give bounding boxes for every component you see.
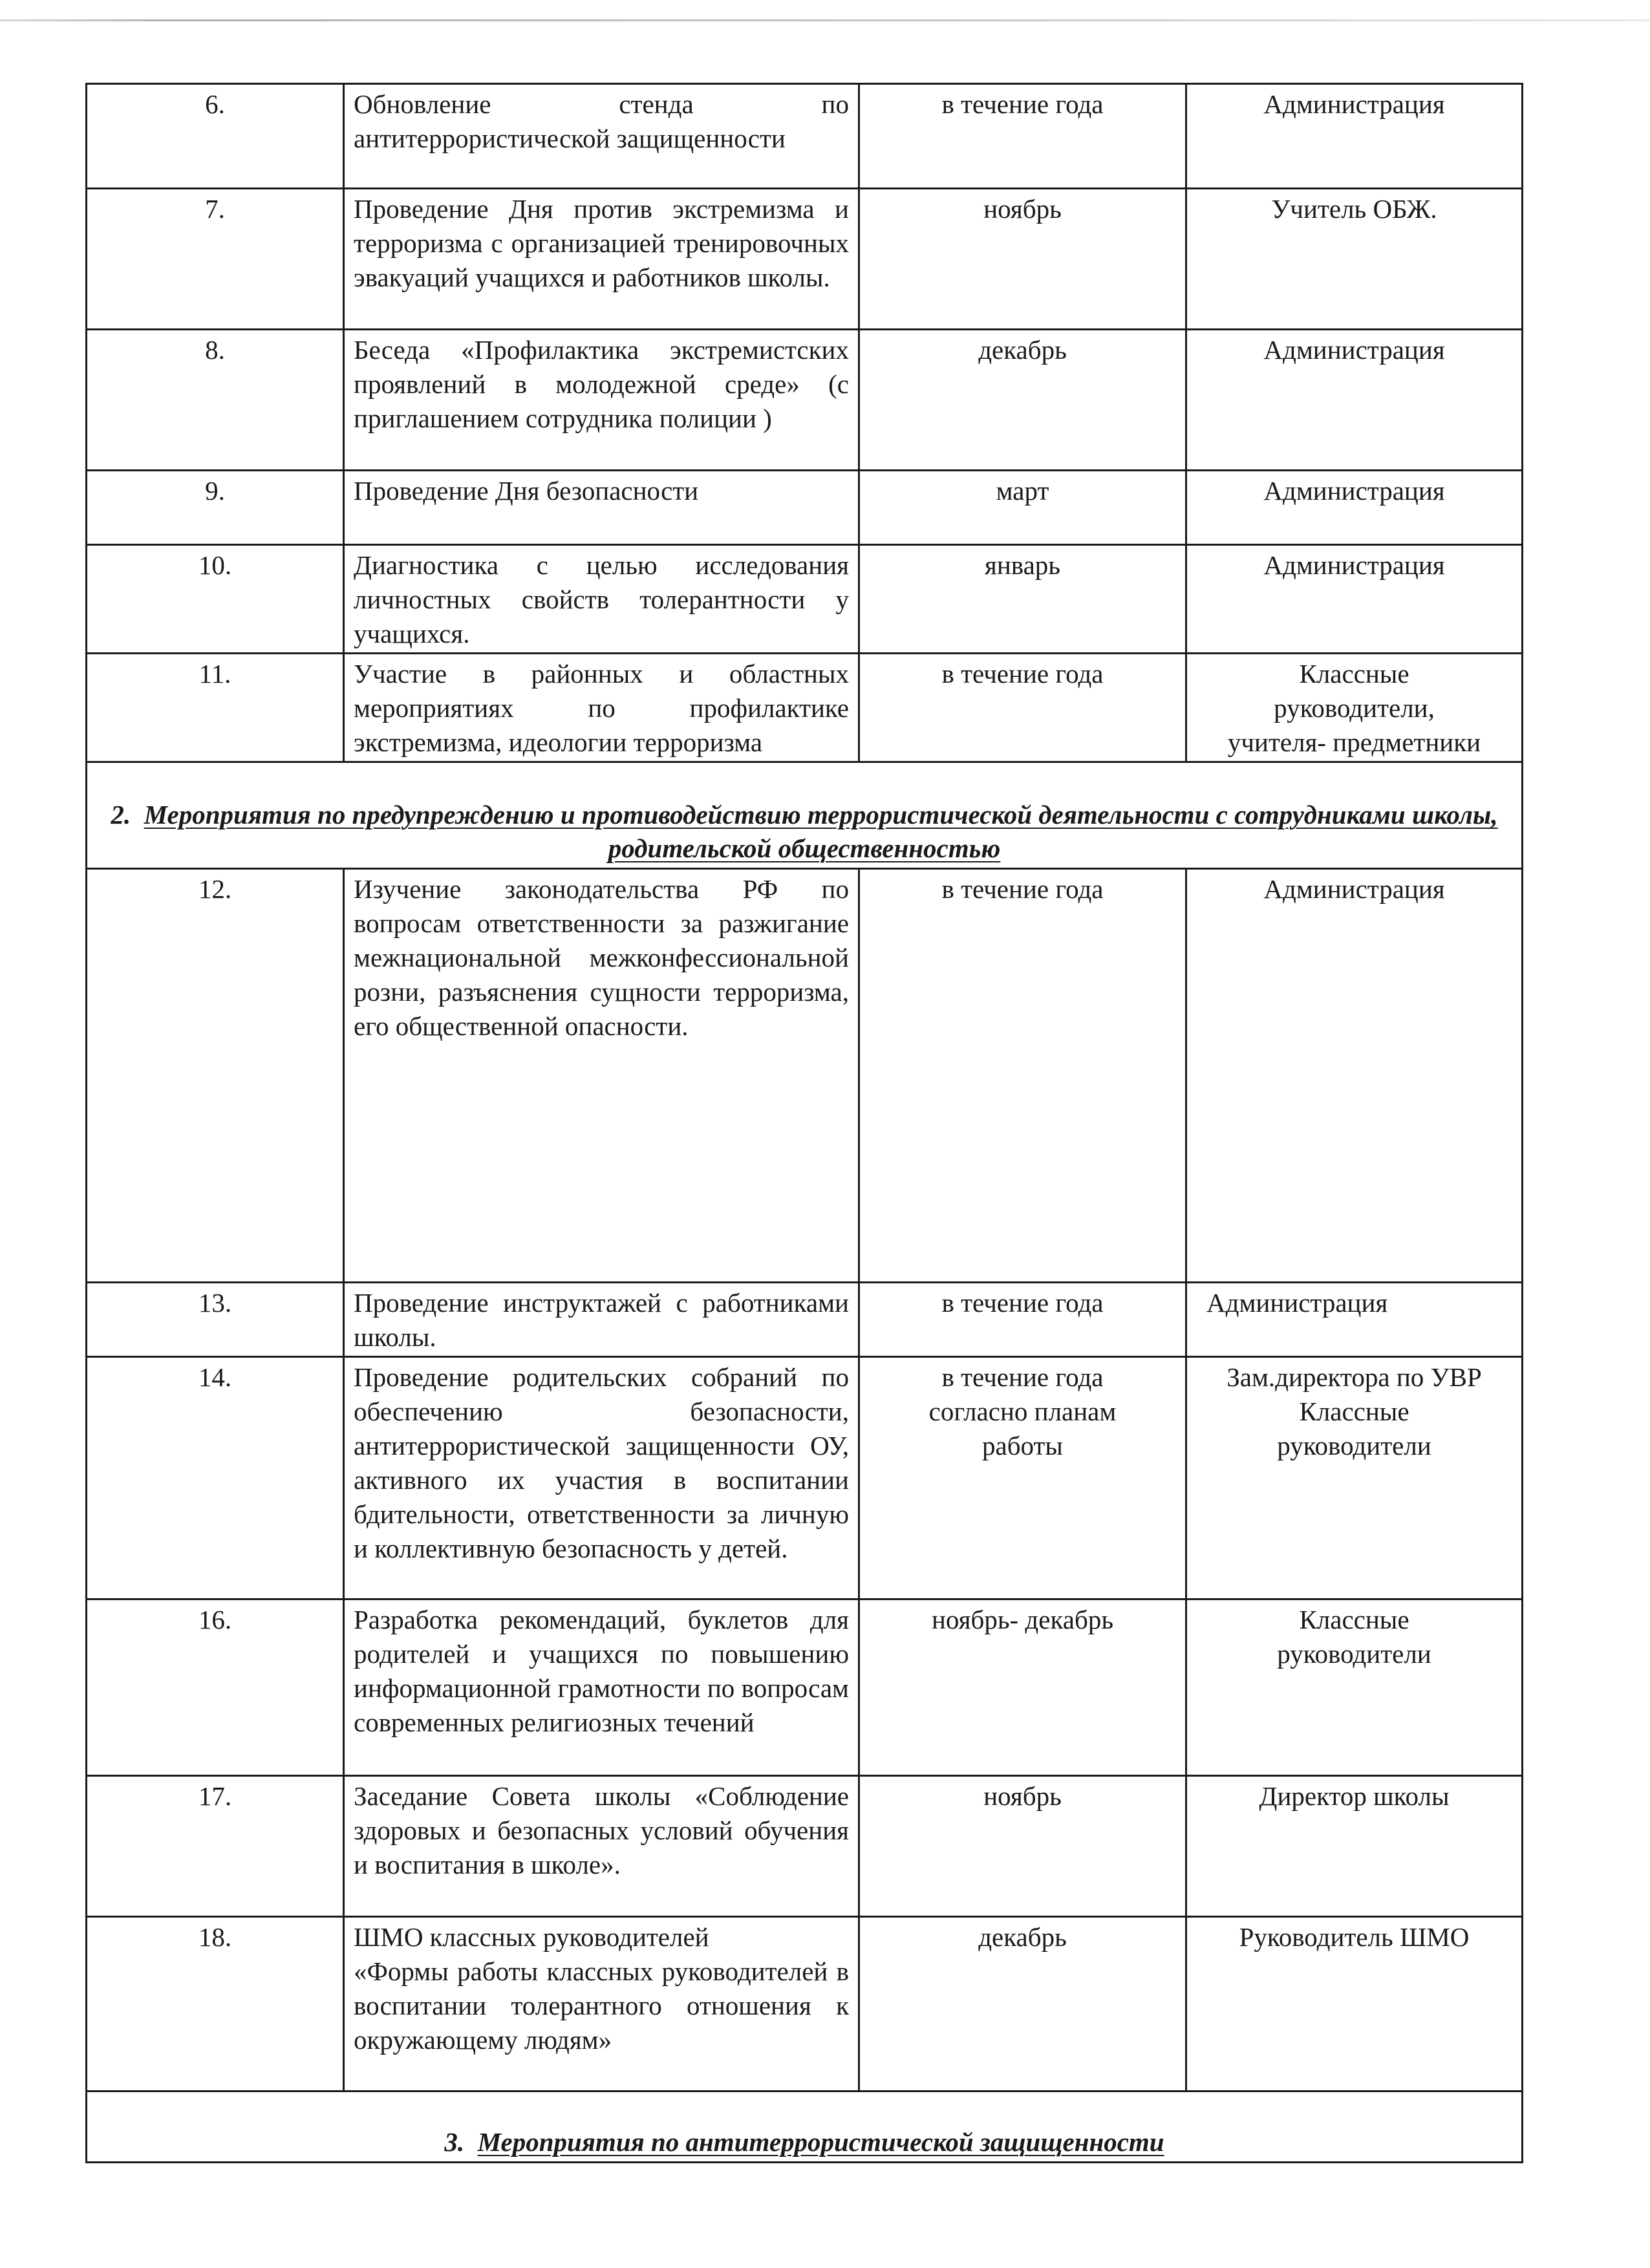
time-line: согласно планам (928, 1396, 1117, 1426)
row-number: 8. (87, 330, 344, 471)
section-header-row (87, 2091, 1523, 2163)
table-row (87, 1776, 1523, 1917)
section-heading (87, 762, 1523, 869)
section-title: Мероприятия по предупреждению и противодействию террористической деятельности с сотрудниками школы, родительской общественностью (144, 800, 1498, 863)
table-row (87, 1599, 1523, 1776)
event-cell: Обновление стенда по антитеррористической защищенности (344, 84, 859, 189)
time-cell: декабрь (859, 330, 1186, 471)
table-row (87, 189, 1523, 330)
row-number: 18. (87, 1917, 344, 2091)
table-row (87, 330, 1523, 471)
event-cell: Диагностика с целью исследования личностных свойств толерантности у учащихся. (344, 545, 859, 654)
responsible-cell: Директор школы (1186, 1776, 1523, 1917)
responsible-line: руководители, (1274, 693, 1435, 723)
responsible-cell (1186, 654, 1523, 762)
time-line: в течение года (941, 1362, 1104, 1392)
row-number: 16. (87, 1599, 344, 1776)
row-number: 12. (87, 869, 344, 1283)
event-cell: Проведение Дня против экстремизма и терроризма с организацией тренировочных эвакуаций учащихся и работников школы. (344, 189, 859, 330)
section-number: 2. (111, 800, 131, 829)
event-cell: Разработка рекомендаций, буклетов для родителей и учащихся по повышению информационной грамотности по вопросам современных религиозных течений (344, 1599, 859, 1776)
responsible-cell: Администрация (1186, 471, 1523, 545)
event-cell (344, 1917, 859, 2091)
row-number: 11. (87, 654, 344, 762)
responsible-cell (1186, 1599, 1523, 1776)
table-row (87, 545, 1523, 654)
responsible-cell: Учитель ОБЖ. (1186, 189, 1523, 330)
section-header-row (87, 762, 1523, 869)
time-cell: декабрь (859, 1917, 1186, 2091)
table-row (87, 1283, 1523, 1357)
section-number: 3. (444, 2127, 465, 2157)
row-number: 10. (87, 545, 344, 654)
responsible-line: Классные (1299, 1396, 1409, 1426)
time-cell: ноябрь (859, 1776, 1186, 1917)
table-row (87, 471, 1523, 545)
responsible-cell (1186, 1357, 1523, 1599)
table-row (87, 1357, 1523, 1599)
table-row (87, 869, 1523, 1283)
time-cell: январь (859, 545, 1186, 654)
time-cell: в течение года (859, 1283, 1186, 1357)
event-cell: Беседа «Профилактика экстремистских проявлений в молодежной среде» (с приглашением сотрудника полиции ) (344, 330, 859, 471)
time-cell: ноябрь- декабрь (859, 1599, 1186, 1776)
time-line: работы (982, 1431, 1063, 1460)
row-number: 13. (87, 1283, 344, 1357)
event-cell: Участие в районных и областных мероприятиях по профилактике экстремизма, идеологии терроризма (344, 654, 859, 762)
event-line: «Формы работы классных руководителей в воспитании толерантного отношения к окружающему людям» (354, 1956, 849, 2055)
time-cell: ноябрь (859, 189, 1186, 330)
time-cell: в течение года (859, 869, 1186, 1283)
table-row (87, 1917, 1523, 2091)
table-row (87, 654, 1523, 762)
time-cell: в течение года (859, 84, 1186, 189)
responsible-line: руководители (1277, 1431, 1431, 1460)
scan-edge-line (0, 19, 1650, 21)
responsible-cell: Администрация (1186, 545, 1523, 654)
responsible-line: Классные (1299, 659, 1409, 689)
responsible-cell: Руководитель ШМО (1186, 1917, 1523, 2091)
section-title: Мероприятия по антитеррористической защищенности (477, 2127, 1164, 2157)
row-number: 9. (87, 471, 344, 545)
row-number: 6. (87, 84, 344, 189)
events-plan-table (85, 83, 1523, 2163)
responsible-cell: Администрация (1186, 869, 1523, 1283)
time-cell (859, 1357, 1186, 1599)
row-number: 14. (87, 1357, 344, 1599)
table-row (87, 84, 1523, 189)
event-line: ШМО классных руководителей (354, 1922, 709, 1952)
event-cell: Изучение законодательства РФ по вопросам ответственности за разжигание межнациональной межконфессиональной розни, разъяснения сущности терроризма, его общественной опасности. (344, 869, 859, 1283)
event-cell: Заседание Совета школы «Соблюдение здоровых и безопасных условий обучения и воспитания в школе». (344, 1776, 859, 1917)
responsible-cell: Администрация (1186, 330, 1523, 471)
time-cell: в течение года (859, 654, 1186, 762)
responsible-cell: Администрация (1186, 84, 1523, 189)
event-cell: Проведение инструктажей с работниками школы. (344, 1283, 859, 1357)
section-heading (87, 2091, 1523, 2163)
row-number: 17. (87, 1776, 344, 1917)
event-cell: Проведение Дня безопасности (344, 471, 859, 545)
responsible-line: учителя- предметники (1227, 727, 1481, 757)
row-number: 7. (87, 189, 344, 330)
event-cell: Проведение родительских собраний по обеспечению безопасности, антитеррористической защищенности ОУ, активного их участия в воспитании бдительности, ответственности за личную и коллективную безопасность у детей. (344, 1357, 859, 1599)
responsible-line: руководители (1277, 1639, 1431, 1669)
responsible-line: Зам.директора по УВР (1227, 1362, 1482, 1392)
responsible-cell: Администрация (1186, 1283, 1523, 1357)
time-cell: март (859, 471, 1186, 545)
responsible-line: Классные (1299, 1605, 1409, 1634)
